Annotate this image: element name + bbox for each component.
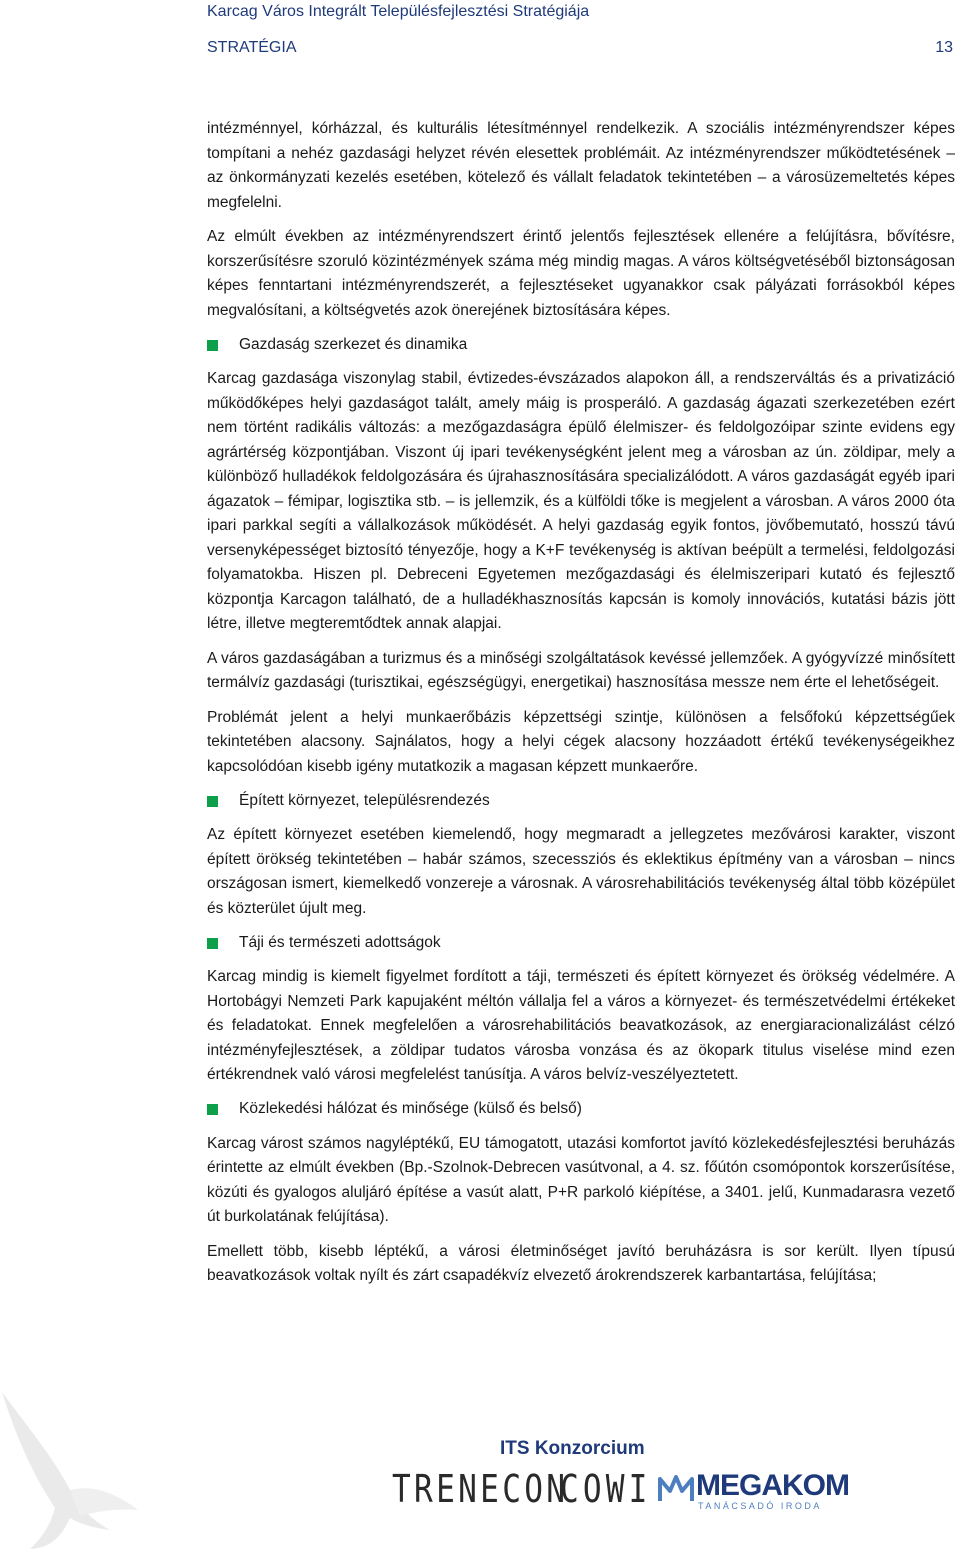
paragraph: Az épített környezet esetében kiemelendő, hogy megmaradt a jellegzetes mezővárosi karakter, viszont épített örökség tekintetében – habár számos, szecessziós és eklektikus építmény van a városban – nincs országosan ismert, kiemelkedő vonzereje a városnak. A városrehabilitációs tevékenység által több középület és közterület újult meg.	[207, 826, 955, 917]
green-square-bullet-icon	[207, 938, 218, 949]
bird-watermark-icon	[0, 1390, 140, 1549]
green-square-bullet-icon	[207, 796, 218, 807]
paragraph: Az elmúlt években az intézményrendszert érintő jelentős fejlesztések ellenére a felújításra, bővítésre, korszerűsítésre szoruló közintézmények száma még mindig magas. A város költségvetéséből biztonságosan képes fenntartani intézményrendszerét, a fejlesztéseket ugyanakkor csak pályázati forrásokból képes megvalósítani, a költségvetés azok önerejének biztosítására képes.	[207, 228, 955, 319]
section-heading-built-environment	[207, 789, 955, 813]
cowi-logo: COWI	[560, 1467, 652, 1511]
paragraph: Karcag gazdasága viszonylag stabil, évtizedes-évszázados alapokon áll, a rendszerváltás és a privatizáció működőképes helyi gazdaságot talált, amely máig is prosperáló. A gazdaság ágazati szerkezetében ezért nem történt radikális változás: a mezőgazdaságra épülő élelmiszer- és feldolgozóipar szinte evidens egy agrártérség központjában. Viszont új ipari tevékenységként jelent meg a városban az ún. zöldipar, mely a különböző hulladékok feldolgozására és újrahasznosítására specializálódott. A város gazdaságát egyéb ipari ágazatok – fémipar, logisztika stb. – is jellemzik, és a külföldi tőke is megjelent a városban. A város 2000 óta ipari parkkal segíti a vállalkozások működését. A helyi gazdaság egyik fontos, jövőbemutató, hosszú távú versenyképességet biztosító tényezője, hogy a K+F tevékenység is aktívan beépült a termelési, feldolgozási folyamatokba. Hiszen pl. Debreceni Egyetemen mezőgazdasági és élelmiszeripari kutató és fejlesztő központja Karcagon található, de a hulladékhasznosítás kapcsán is komoly innovációs, kutatási bázis jött létre, illetve megteremtődtek annak alapjai.	[207, 370, 955, 632]
paragraph: Karcag várost számos nagyléptékű, EU támogatott, utazási komfortot javító közlekedésfejlesztési beruházás érintette az elmúlt években (Bp.-Szolnok-Debrecen vasútvonal, a 4. sz. főútón csomópontok korszerűsítése, közúti és gyalogos aluljáró építése a vasút alatt, P+R parkoló kiépítése, a 3401. jelű, Kunmadarasra vezető út burkolatának felújítása).	[207, 1134, 955, 1225]
section-heading-label: Táji és természeti adottságok	[239, 933, 441, 951]
section-heading-economy	[207, 333, 955, 357]
green-square-bullet-icon	[207, 1104, 218, 1115]
megakom-logo: MEGAKOM	[696, 1469, 849, 1502]
trenecon-logo: TRENECON	[392, 1467, 569, 1511]
document-title: Karcag Város Integrált Településfejlesztési Stratégiája	[207, 3, 590, 20]
paragraph: Problémát jelent a helyi munkaerőbázis képzettségi szintje, különösen a felsőfokú képzettségűek tekintetében alacsony. Sajnálatos, hogy a helyi cégek alacsony hozzáadott értékű tevékenységeikhez kapcsolódóan kisebb igény mutatkozik a magasan képzett munkaerőre.	[207, 708, 955, 775]
consortium-label: ITS Konzorcium	[500, 1438, 645, 1459]
page-number: 13	[935, 39, 953, 56]
section-heading-label: Közlekedési hálózat és minősége (külső és belső)	[239, 1100, 582, 1118]
section-heading-landscape	[207, 931, 955, 955]
section-heading-transport	[207, 1098, 955, 1122]
paragraph: A város gazdaságában a turizmus és a minőségi szolgáltatások kevéssé jellemzőek. A gyógyvízzé minősített termálvíz gazdasági (turisztikai, egészségügyi, energetikai) hasznosítása messze nem érte el lehetőségeit.	[207, 649, 955, 691]
green-square-bullet-icon	[207, 340, 218, 351]
megakom-logo-icon	[658, 1473, 694, 1503]
megakom-tagline: TANÁCSADÓ IRODA	[698, 1501, 822, 1511]
paragraph: Emellett több, kisebb léptékű, a városi életminőséget javító beruházásra is sor került. Ilyen típusú beavatkozások voltak nyílt és zárt csapadékvíz elvezető árokrendszerek karbantartása, felújítása;	[207, 1242, 955, 1284]
section-heading-label: Épített környezet, településrendezés	[239, 791, 490, 809]
main-content	[207, 117, 955, 1299]
paragraph: Karcag mindig is kiemelt figyelmet fordított a táji, természeti és épített környezet és örökség védelmére. A Hortobágyi Nemzeti Park kapujaként méltón vállalja fel a város a környezet- és természetvédelmi értékeket és feladatokat. Ennek megfelelően a városrehabilitációs beavatkozások, az energiaracionalizálást célzó intézményfejlesztések, a zöldipar tudatos városba vonzása és az ökopark titulus viselése mind ezen értékrendnek való városi megfelelést tanúsítja. A város belvíz-veszélyeztetett.	[207, 968, 955, 1083]
section-heading-label: Gazdaság szerkezet és dinamika	[239, 335, 468, 353]
section-label: STRATÉGIA	[207, 39, 297, 56]
paragraph: intézménnyel, kórházzal, és kulturális létesítménnyel rendelkezik. A szociális intézményrendszer képes tompítani a nehéz gazdasági helyzet révén elesettek problémáit. Az intézményrendszer működtetésének – az önkormányzati kezelés esetében, kötelező és vállalt feladatok tekintetében – a városüzemeltetés képes megfelelni.	[207, 120, 955, 211]
partner-logos	[390, 1463, 849, 1515]
